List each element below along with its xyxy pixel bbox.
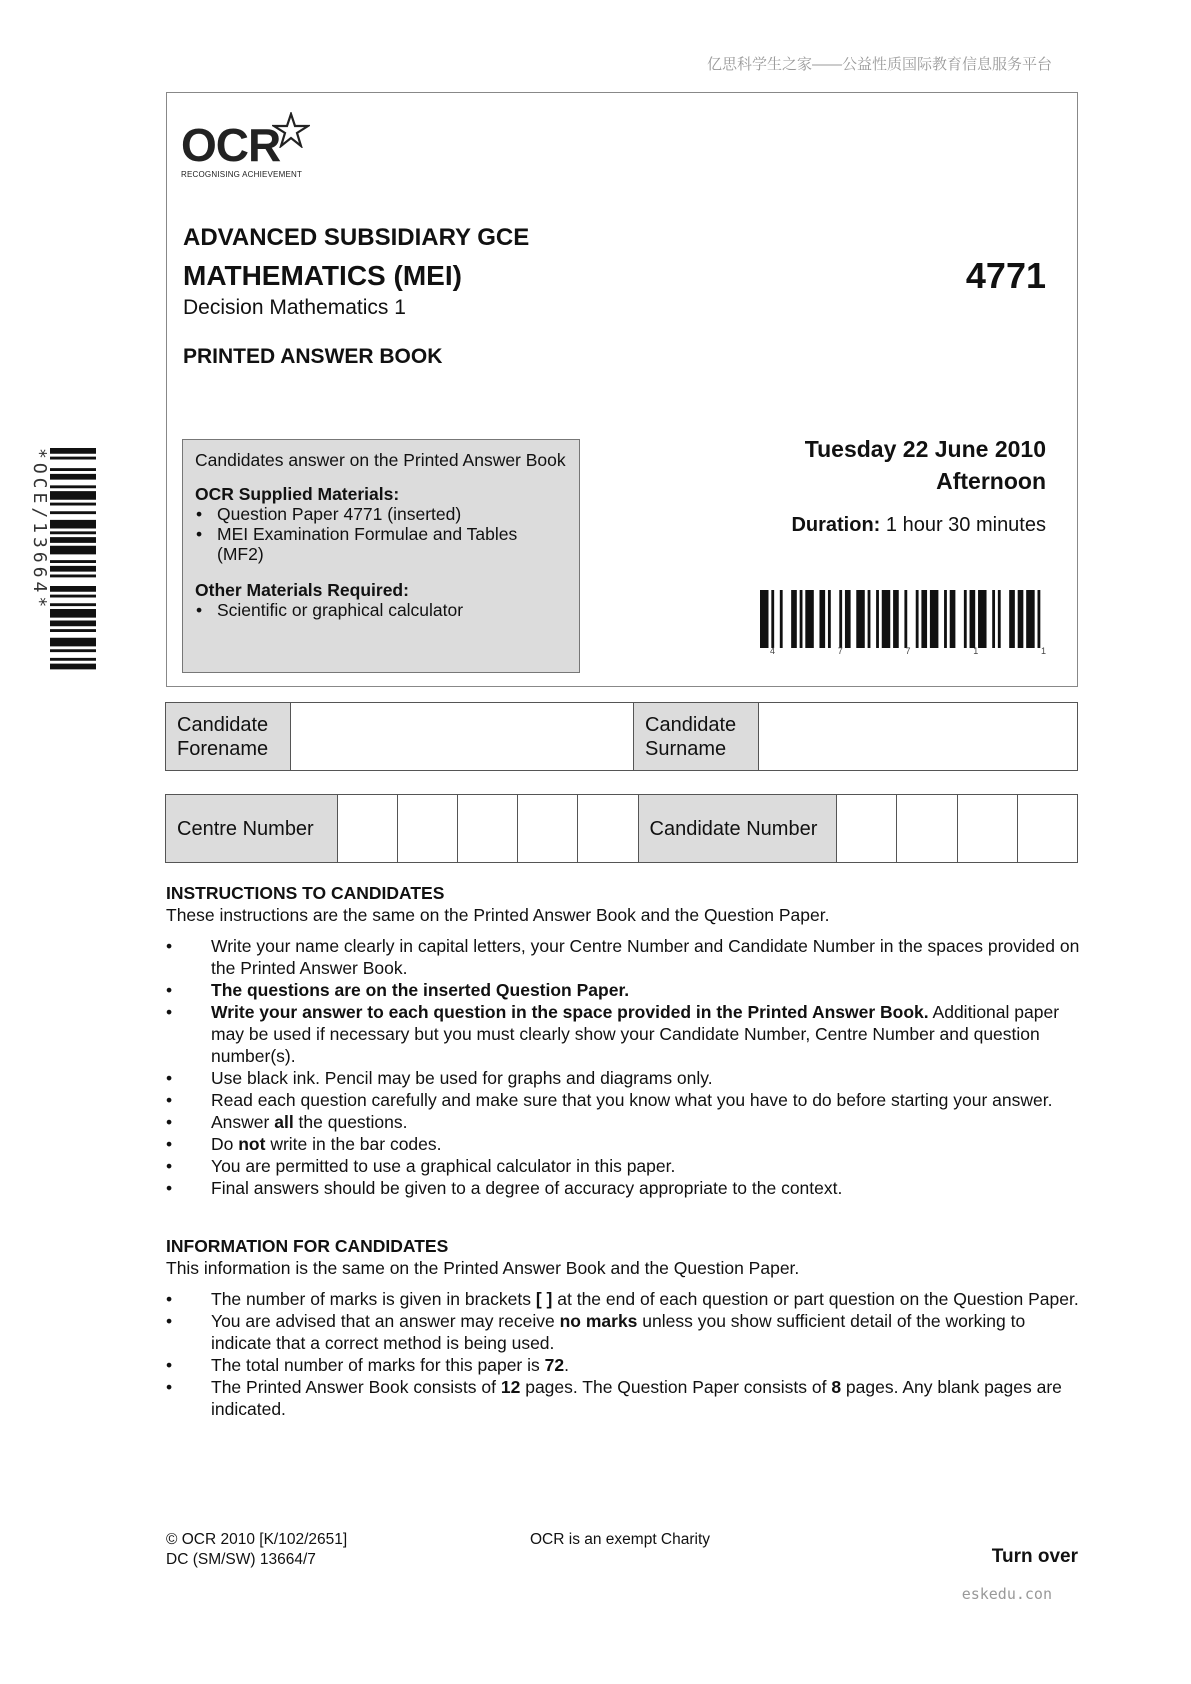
barcode-digit: 7 (837, 646, 843, 656)
supplied-list (195, 504, 567, 564)
barcode-digit: 1 (973, 646, 979, 656)
bold-text: not (238, 1134, 266, 1154)
text: Write your name clearly in capital letters, your Centre Number and Candidate Number in the spaces provided on the Printed Answer Book. (211, 936, 1080, 978)
text: Answer (211, 1112, 275, 1132)
forename-label: Candidate Forename (166, 703, 291, 771)
text: Use black ink. Pencil may be used for graphs and diagrams only. (211, 1068, 713, 1088)
barcode-digits (770, 646, 1046, 656)
list-item: • MEI Examination Formulae and Tables (MF2) (195, 524, 567, 564)
surname-label: Candidate Surname (634, 703, 759, 771)
duration-label: Duration: (791, 514, 881, 536)
list-item (166, 1001, 1086, 1067)
candidate-number-cell[interactable] (897, 795, 957, 863)
centre-number-cell[interactable] (337, 795, 397, 863)
other-list (195, 600, 567, 620)
bold-text: [ ] (535, 1289, 553, 1309)
ocr-star-logo-icon (272, 112, 310, 148)
text: The total number of marks for this paper is (211, 1355, 545, 1375)
document-ref: DC (SM/SW) 13664/7 (166, 1551, 316, 1568)
list-item (166, 1310, 1086, 1354)
information-heading: INFORMATION FOR CANDIDATES (166, 1236, 449, 1256)
list-item (166, 1288, 1086, 1310)
bold-text: The questions are on the inserted Question Paper. (211, 980, 630, 1000)
instructions-heading: INSTRUCTIONS TO CANDIDATES (166, 883, 445, 903)
candidate-number-cell[interactable] (837, 795, 897, 863)
list-item: • Question Paper 4771 (inserted) (195, 504, 567, 524)
barcode-digit: 4 (770, 646, 776, 656)
candidate-name-table (165, 702, 1078, 771)
side-barcode-icon (50, 448, 96, 678)
text: at the end of each question or part question on the Question Paper. (552, 1289, 1079, 1309)
centre-number-cell[interactable] (397, 795, 457, 863)
book-title: PRINTED ANSWER BOOK (183, 345, 443, 368)
list-item (166, 1177, 1086, 1199)
ocr-logo (181, 118, 341, 188)
surname-field[interactable] (759, 703, 1078, 771)
text: unless you show sufficient detail of the working to indicate that a correct method is being used. (211, 1311, 1026, 1353)
text: You are advised that an answer may receive (211, 1311, 560, 1331)
duration-value: 1 hour 30 minutes (885, 514, 1046, 536)
text: the questions. (293, 1112, 408, 1132)
barcode-digit: 7 (905, 646, 911, 656)
bold-text: 72 (544, 1355, 565, 1375)
text: pages. Any blank pages are indicated. (211, 1377, 1062, 1419)
supplied-heading: OCR Supplied Materials: (195, 484, 400, 504)
subject-title: MATHEMATICS (MEI) (183, 260, 462, 291)
information-list (166, 1288, 1086, 1420)
candidate-number-label: Candidate Number (638, 795, 837, 863)
information-intro: This information is the same on the Printed Answer Book and the Question Paper. (166, 1258, 800, 1278)
unit-title: Decision Mathematics 1 (183, 296, 406, 319)
candidate-number-cell[interactable] (1017, 795, 1077, 863)
footer-left (166, 1530, 347, 1570)
materials-box (182, 439, 580, 673)
list-item (166, 935, 1086, 979)
charity-note: OCR is an exempt Charity (530, 1531, 711, 1548)
instructions-intro: These instructions are the same on the Printed Answer Book and the Question Paper. (166, 905, 830, 925)
centre-number-cell[interactable] (518, 795, 578, 863)
bold-text: Write your answer to each question in the space provided in the Printed Answer Book. (211, 1002, 929, 1022)
list-item (166, 1354, 1086, 1376)
logo-text: OCR (181, 119, 281, 171)
bold-text: 8 (831, 1377, 842, 1397)
text: Read each question carefully and make sure that you know what you have to do before starting your answer. (211, 1090, 1053, 1110)
other-heading: Other Materials Required: (195, 580, 409, 600)
centre-number-label: Centre Number (166, 795, 338, 863)
instructions-list (166, 935, 1086, 1199)
logo-tagline: RECOGNISING ACHIEVEMENT (181, 170, 303, 179)
list-item: • Scientific or graphical calculator (195, 600, 567, 620)
list-item (166, 1376, 1086, 1420)
materials-intro: Candidates answer on the Printed Answer Book (195, 450, 566, 470)
text: The Printed Answer Book consists of (211, 1377, 501, 1397)
watermark-bottom: eskedu.con (961, 1585, 1052, 1603)
list-item (166, 1133, 1086, 1155)
list-item (166, 1155, 1086, 1177)
centre-number-cell[interactable] (457, 795, 517, 863)
text: You are permitted to use a graphical calculator in this paper. (211, 1156, 676, 1176)
bold-text: 12 (500, 1377, 521, 1397)
list-item (166, 1067, 1086, 1089)
text: Do (211, 1134, 239, 1154)
watermark-top: 亿思科学生之家——公益性质国际教育信息服务平台 (706, 56, 1052, 73)
bold-text: all (274, 1112, 294, 1132)
text: Additional paper may be used if necessary but you must clearly show your Candidate Number, Centre Number and question number(s). (211, 1002, 1060, 1066)
paper-code: 4771 (965, 255, 1046, 296)
text: pages. The Question Paper consists of (520, 1377, 832, 1397)
list-item (166, 979, 1086, 1001)
text: . (564, 1355, 569, 1375)
copyright: © OCR 2010 [K/102/2651] (166, 1531, 348, 1548)
list-item (166, 1111, 1086, 1133)
text: The number of marks is given in brackets (211, 1289, 536, 1309)
text: write in the bar codes. (265, 1134, 442, 1154)
forename-field[interactable] (291, 703, 634, 771)
candidate-number-cell[interactable] (957, 795, 1017, 863)
centre-number-cell[interactable] (578, 795, 638, 863)
barcode-digit: 1 (1040, 646, 1046, 656)
exam-duration (700, 514, 1046, 537)
text: Final answers should be given to a degree of accuracy appropriate to the context. (211, 1178, 843, 1198)
exam-session: Afternoon (936, 468, 1046, 494)
candidate-number-table (165, 794, 1078, 863)
side-barcode-text: *OCE/13664* (29, 448, 50, 612)
main-barcode-icon (760, 590, 1046, 648)
bold-text: no marks (559, 1311, 638, 1331)
turn-over: Turn over (991, 1546, 1078, 1567)
exam-date: Tuesday 22 June 2010 (804, 436, 1046, 462)
list-item (166, 1089, 1086, 1111)
exam-date-block (700, 433, 1046, 497)
qualification: ADVANCED SUBSIDIARY GCE (183, 224, 530, 251)
